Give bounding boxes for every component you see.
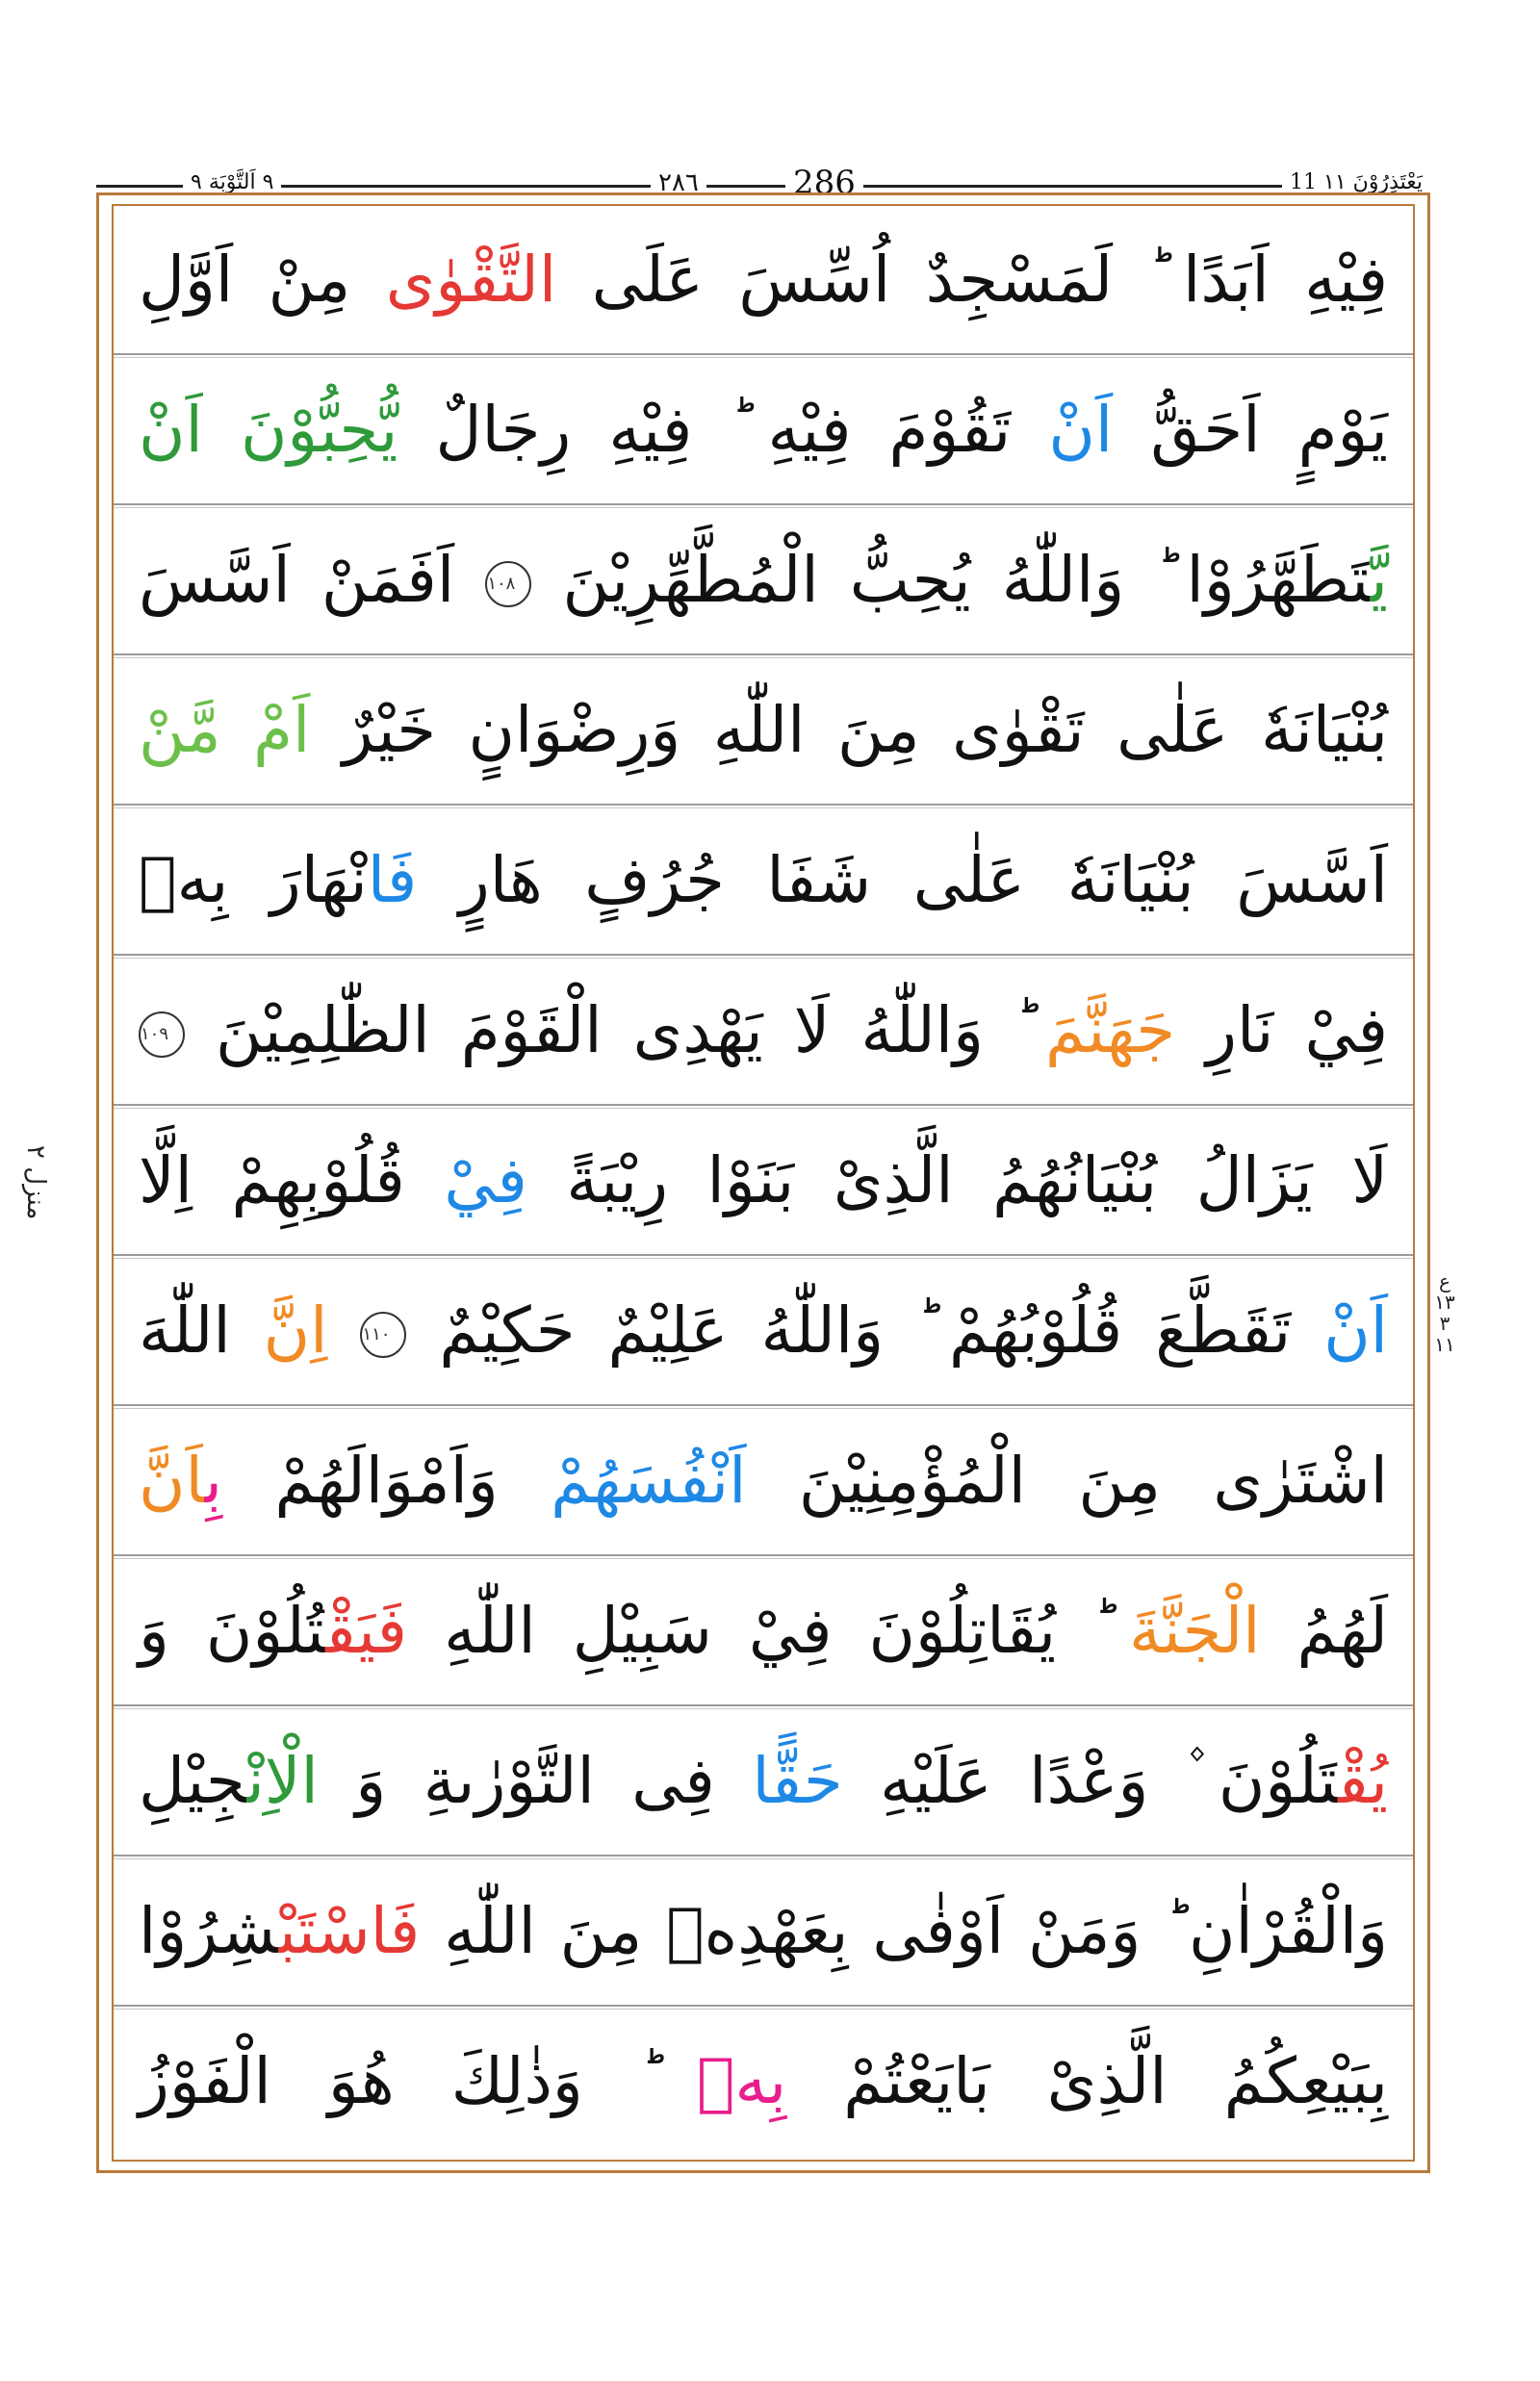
verse-text: فِيْ نَارِ (1175, 993, 1389, 1067)
quran-line-13 (114, 2008, 1413, 2156)
verse-text: بُنْيَانَهٗ عَلٰى تَقْوٰى مِنَ اللّٰهِ وَرِضْوَانٍ خَيْرٌ (310, 693, 1389, 767)
line-separator (114, 804, 1413, 806)
verse-text: فِيْهِ اَبَدًا ؕ لَمَسْجِدٌ اُسِّسَ عَلَى (556, 243, 1388, 317)
tajweed-highlight: حَقًّا (752, 1744, 843, 1818)
tajweed-highlight: يَّ (1370, 543, 1388, 617)
tajweed-highlight: اَنْ (1048, 393, 1114, 467)
quran-line-4 (114, 656, 1413, 805)
tajweed-highlight: اَنْفُسَهُمْ (551, 1444, 747, 1518)
ruku-marker: ع ١٣ ٣ ١١ (1434, 1269, 1455, 1356)
line-separator (114, 653, 1413, 655)
line-separator (114, 353, 1413, 355)
verse-text: لَا يَزَالُ بُنْيَانُهُمُ الَّذِىْ بَنَوْا رِيْبَةً (526, 1143, 1388, 1217)
verse-text: قُلُوْبِهِمْ اِلَّا (139, 1143, 445, 1217)
tajweed-highlight: فَاسْتَبْ (278, 1894, 421, 1968)
manzil-marker: منزل ٢ (21, 1145, 50, 1220)
tajweed-highlight: التَّقْوٰى (385, 243, 557, 317)
quran-line-7 (114, 1107, 1413, 1255)
line-separator (114, 1254, 1413, 1256)
verse-text: تُلُوْنَ وَ (139, 1594, 326, 1668)
line-separator (114, 1104, 1413, 1106)
tajweed-highlight: فِيْ (444, 1143, 527, 1217)
quran-text-area (114, 206, 1413, 2160)
verse-text: لَهُمُ (1260, 1594, 1388, 1668)
verse-text: مِنْ اَوَّلِ (139, 243, 386, 317)
ayah-number-marker: ١٠٩ (139, 1011, 185, 1058)
verse-text: ؕ وَذٰلِكَ هُوَ الْفَوْزُ (139, 2044, 697, 2118)
verse-text: جِيْلِ (139, 1744, 247, 1818)
tajweed-highlight: يُقْ (1338, 1744, 1388, 1818)
verse-text: تَلُوْنَ ۫ وَعْدًا عَلَيْهِ (842, 1744, 1339, 1818)
quran-line-1 (114, 206, 1413, 354)
surah-label: ٩ اَلتَّوْبَة ٩ (183, 162, 281, 204)
quran-line-11 (114, 1707, 1413, 1856)
tajweed-highlight: فَيَقْ (325, 1594, 408, 1668)
verse-text: يَوْمٍ اَحَقُّ (1113, 393, 1389, 467)
verse-text: وَالْقُرْاٰنِ ؕ وَمَنْ اَوْفٰى بِعَهْدِهٖ مِنَ اللّٰهِ (420, 1894, 1388, 1968)
verse-text: اَسَّسَ بُنْيَانَهٗ عَلٰى شَفَا جُرُفٍ هَارٍ (417, 843, 1388, 917)
verse-text: ؕ يُقَاتِلُوْنَ فِيْ سَبِيْلِ اللّٰهِ (407, 1594, 1130, 1668)
line-separator (114, 954, 1413, 956)
line-separator (114, 1704, 1413, 1706)
verse-text: شِرُوْا (139, 1894, 279, 1968)
line-separator (114, 1404, 1413, 1406)
verse-text: نْهَارَ بِهٖ (139, 843, 368, 917)
quran-line-9 (114, 1407, 1413, 1555)
tajweed-highlight: الْجَنَّةَ (1129, 1594, 1261, 1668)
tajweed-highlight: فَا (367, 843, 418, 917)
tajweed-highlight: اَمْ مَّنْ (139, 693, 311, 767)
tajweed-highlight: بِ (204, 1444, 222, 1518)
verse-text: ؕ وَاللّٰهُ لَا يَهْدِى الْقَوْمَ الظّٰلِمِيْنَ (185, 993, 1045, 1067)
verse-text: اللّٰهَ (139, 1293, 264, 1368)
verse-text: وَاَمْوَالَهُمْ (221, 1444, 552, 1518)
tajweed-highlight: اِنَّ (263, 1293, 328, 1368)
verse-text: بِبَيْعِكُمُ الَّذِىْ بَايَعْتُمْ (786, 2044, 1388, 2118)
verse-text: اَفَمَنْ اَسَّسَ (139, 543, 486, 617)
quran-line-6 (114, 957, 1413, 1105)
verse-text: تَطَهَّرُوْا ؕ وَاللّٰهُ يُحِبُّ الْمُطَّهِّرِيْنَ (531, 543, 1371, 617)
verse-text (327, 1293, 360, 1368)
tajweed-highlight: يُّحِبُّوْنَ اَنْ (139, 393, 398, 467)
verse-text: تَقَطَّعَ قُلُوْبُهُمْ ؕ وَاللّٰهُ عَلِيْمٌ حَكِيْمٌ (406, 1293, 1324, 1368)
page-number-arabic: ٢٨٦ (651, 162, 706, 204)
juz-label: 11 يَعْتَذِرُوْنَ ١١ (1282, 162, 1430, 204)
quran-line-10 (114, 1557, 1413, 1705)
quran-line-2 (114, 356, 1413, 504)
verse-text: اشْتَرٰى مِنَ الْمُؤْمِنِيْنَ (746, 1444, 1388, 1518)
verse-text: فِى التَّوْرٰىةِ وَ (318, 1744, 753, 1818)
ayah-number-marker: ١٠٨ (485, 561, 531, 607)
ayah-number-marker: ١١٠ (360, 1312, 406, 1358)
tajweed-highlight: بِهٖ (696, 2044, 787, 2118)
quran-line-3 (114, 506, 1413, 654)
tajweed-highlight: اَنَّ (139, 1444, 205, 1518)
line-separator (114, 1855, 1413, 1856)
line-separator (114, 2005, 1413, 2007)
verse-text: تَقُوْمَ فِيْهِ ؕ فِيْهِ رِجَالٌ (398, 393, 1049, 467)
line-separator (114, 503, 1413, 505)
line-separator (114, 1554, 1413, 1556)
tajweed-highlight: جَهَنَّمَ (1044, 993, 1176, 1067)
quran-line-8 (114, 1257, 1413, 1405)
page-number: 286 (785, 162, 863, 204)
quran-line-12 (114, 1857, 1413, 2006)
header-rule (96, 185, 1430, 188)
tajweed-highlight: الْاِنْ (246, 1744, 319, 1818)
tajweed-highlight: اَنْ (1323, 1293, 1388, 1368)
quran-line-5 (114, 806, 1413, 955)
